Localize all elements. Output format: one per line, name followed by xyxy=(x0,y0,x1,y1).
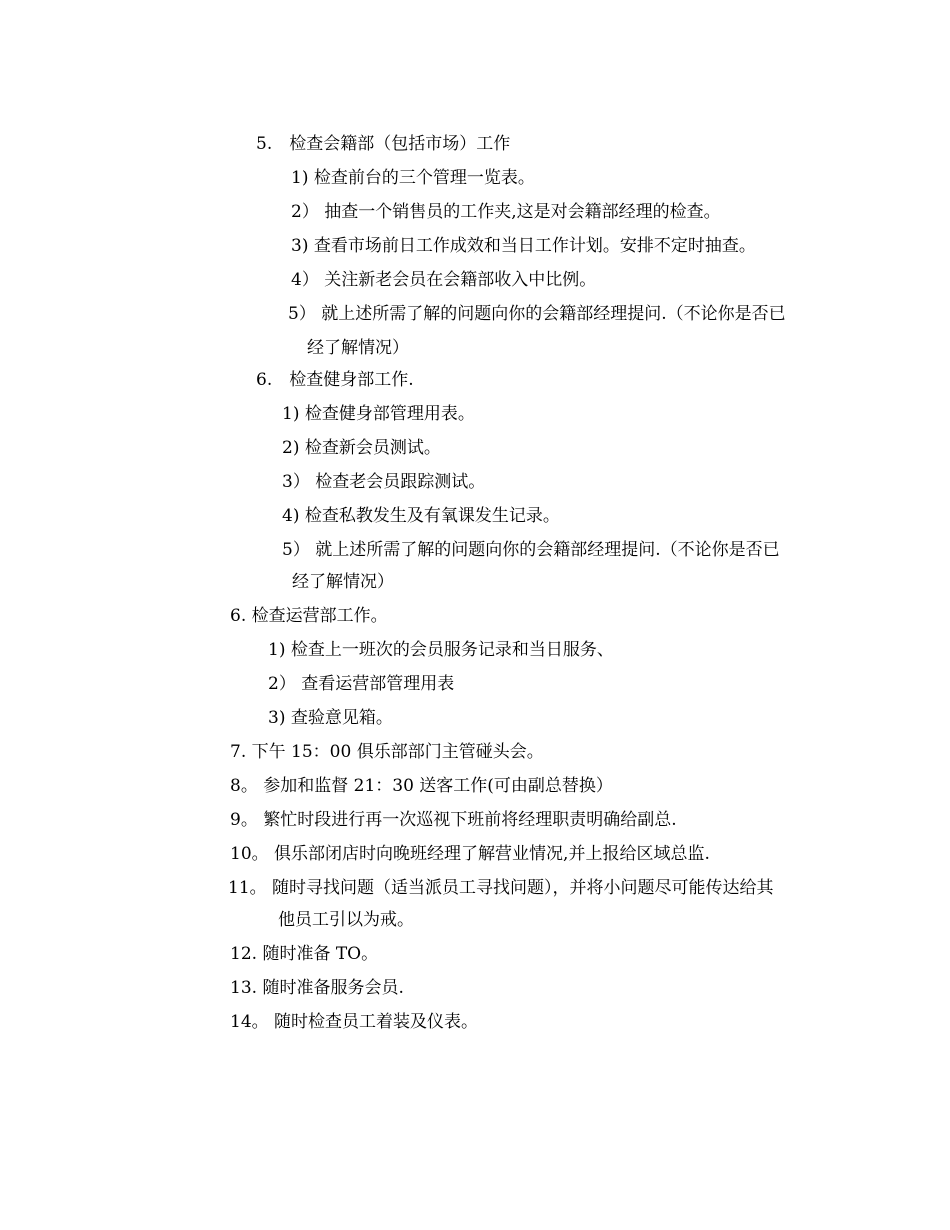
numbered-item: 8。 参加和监督 21：30 送客工作(可由副总替换） xyxy=(230,776,613,796)
list-item: 2) 检查新会员测试。 xyxy=(282,438,441,458)
list-item: 1) 检查前台的三个管理一览表。 xyxy=(291,168,535,188)
numbered-item: 10。 俱乐部闭店时向晚班经理了解营业情况,并上报给区域总监. xyxy=(230,844,710,864)
numbered-item: 9。 繁忙时段进行再一次巡视下班前将经理职责明确给副总. xyxy=(230,810,677,830)
numbered-item: 7. 下午 15：00 俱乐部部门主管碰头会。 xyxy=(230,742,544,762)
list-item: 2） 查看运营部管理用表 xyxy=(268,674,455,694)
section-heading: 6. 检查运营部工作。 xyxy=(230,606,388,626)
numbered-item-continuation: 他员工引以为戒。 xyxy=(278,910,414,930)
list-item-continuation: 经了解情况） xyxy=(307,338,409,358)
list-item-continuation: 经了解情况） xyxy=(292,572,394,592)
section-heading: 5. 检查会籍部（包括市场）工作 xyxy=(256,134,511,154)
list-item: 3) 查验意见箱。 xyxy=(268,708,393,728)
list-item: 4） 关注新老会员在会籍部收入中比例。 xyxy=(291,270,597,290)
list-item: 1) 检查上一班次的会员服务记录和当日服务、 xyxy=(268,640,614,660)
list-item: 4) 检查私教发生及有氧课发生记录。 xyxy=(282,506,560,526)
list-item: 3） 检查老会员跟踪测试。 xyxy=(282,472,486,492)
section-heading: 6. 检查健身部工作. xyxy=(256,370,414,390)
numbered-item: 11。 随时寻找问题（适当派员工寻找问题），并将小问题尽可能传达给其 xyxy=(228,878,774,898)
numbered-item: 14。 随时检查员工着装及仪表。 xyxy=(230,1012,479,1032)
numbered-item: 12. 随时准备 TO。 xyxy=(230,944,379,964)
list-item: 1) 检查健身部管理用表。 xyxy=(282,404,475,424)
numbered-item: 13. 随时准备服务会员. xyxy=(230,978,404,998)
list-item: 5） 就上述所需了解的问题向你的会籍部经理提问.（不论你是否已 xyxy=(282,540,780,560)
list-item: 2） 抽查一个销售员的工作夹,这是对会籍部经理的检查。 xyxy=(291,202,721,222)
list-item: 5） 就上述所需了解的问题向你的会籍部经理提问.（不论你是否已 xyxy=(288,304,786,324)
list-item: 3) 查看市场前日工作成效和当日工作计划。安排不定时抽查。 xyxy=(291,236,756,256)
